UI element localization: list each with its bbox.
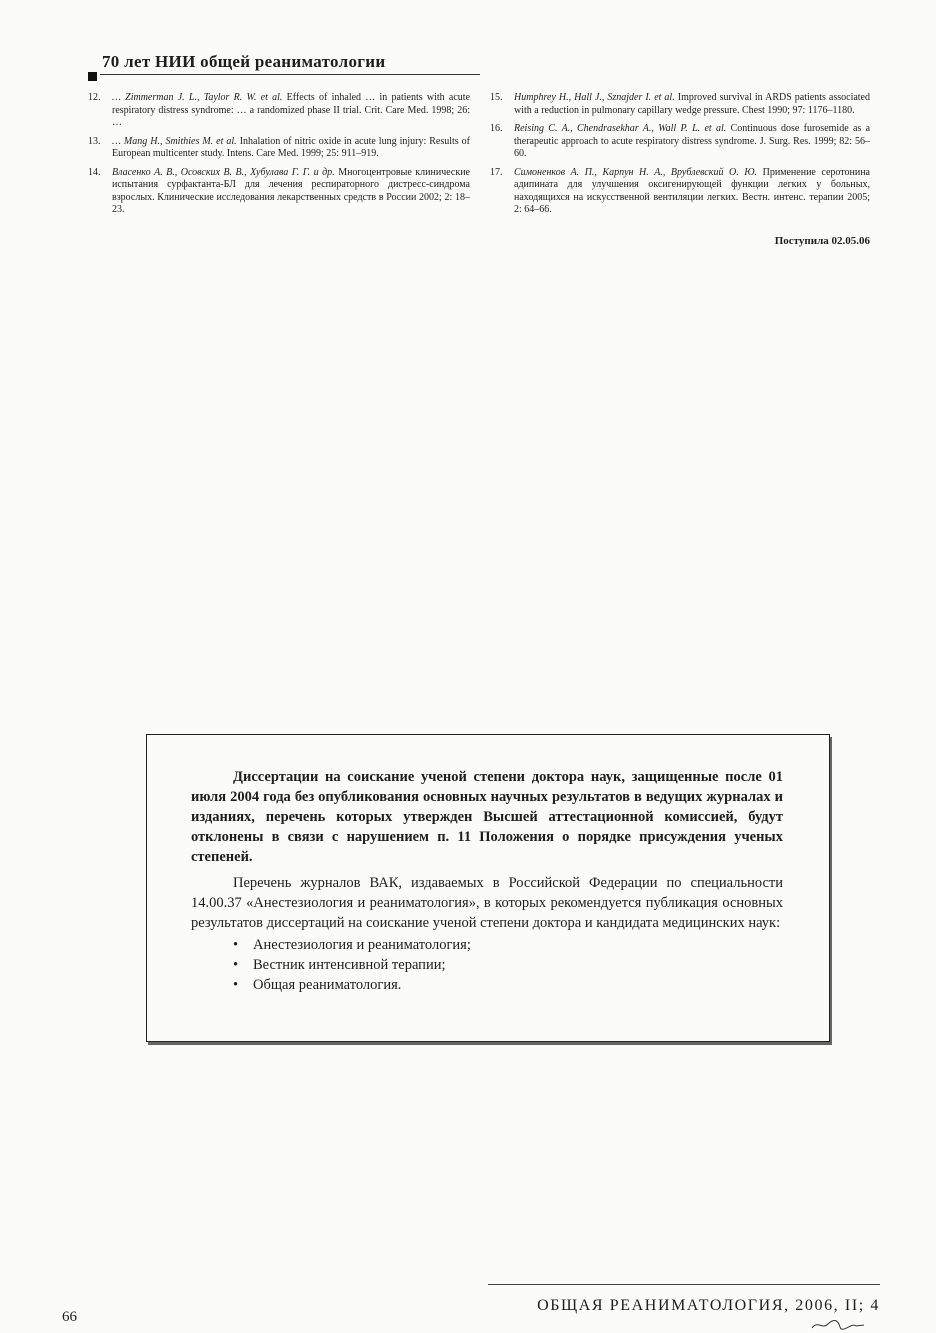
reference-number: 14.	[88, 166, 101, 178]
reference-authors: … Mang H., Smithies M. et al.	[112, 135, 237, 147]
reference-number: 13.	[88, 135, 101, 147]
reference-authors: Симоненков А. П., Карпун Н. А., Врублевский О. Ю.	[514, 166, 758, 178]
notice-paragraph: Перечень журналов ВАК, издаваемых в Российской Федерации по специальности 14.00.37 «Анестезиология и реаниматология», в которых рекомендуется публикация основных результатов диссертаций на соискание ученой степени доктора и кандидата медицинских наук:	[191, 875, 783, 931]
reference-number: 12.	[88, 92, 101, 103]
reference-number: 15.	[490, 92, 503, 103]
references-left-column	[88, 92, 470, 223]
journal-list-item: • Анестезиология и реаниматология;	[233, 935, 783, 955]
reference-item	[88, 136, 470, 161]
header-square-marker	[88, 72, 97, 81]
page-number: 66	[62, 1309, 77, 1325]
reference-item	[490, 123, 870, 161]
journal-footer-title: ОБЩАЯ РЕАНИМАТОЛОГИЯ, 2006, II; 4	[537, 1297, 880, 1314]
reference-item	[88, 167, 470, 217]
reference-text: Continuous dose furosemide as a therapeutic approach to acute respiratory distress syndrome. J. Surg. Res. 1999; 82: 56–60.	[514, 123, 871, 159]
notice-box	[146, 734, 830, 1042]
reference-item	[490, 167, 870, 217]
header-title: 70 лет НИИ общей реаниматологии	[102, 52, 386, 71]
reference-number: 16.	[490, 123, 503, 134]
reference-item	[88, 92, 470, 130]
handwritten-signature	[810, 1318, 866, 1332]
reference-text: Improved survival in ARDS patients associated with a reduction in pulmonary capillary wedge pressure. Chest 1990; 97: 1176–1180.	[514, 92, 870, 116]
reference-authors: … Zimmerman J. L., Taylor R. W. et al.	[112, 92, 283, 103]
reference-authors: Reising C. A., Chendrasekhar A., Wall P. L. et al.	[514, 123, 727, 134]
reference-text: Многоцентровые клинические испытания сурфактанта-БЛ для лечения респираторного дистресс-синдрома взрослых. Клинические исследования лекарственных средств в России 2002; 2: 18–23.	[112, 166, 470, 215]
notice-bold-paragraph: Диссертации на соискание ученой степени доктора наук, защищенные после 01 июля 2004 года без опубликования основных научных результатов в ведущих журналах и изданиях, перечень которых утвержден Высшей аттестационной комиссией, будут отклонены в связи с нарушением п. 11 Положения о порядке присуждения ученых степеней.	[191, 769, 783, 865]
footer-rule	[488, 1284, 880, 1285]
journal-list-item: • Общая реаниматология.	[233, 975, 783, 995]
header-rule	[100, 74, 480, 75]
running-header	[88, 52, 488, 82]
reference-text: Effects of inhaled … in patients with acute respiratory distress syndrome: … a randomized phase II trial. Crit. Care Med. 1998; 26: …	[112, 92, 471, 128]
journal-list	[191, 935, 783, 995]
references-right-column	[490, 92, 870, 223]
journal-list-item: • Вестник интенсивной терапии;	[233, 955, 783, 975]
reference-number: 17.	[490, 166, 503, 178]
reference-text: Применение серотонина адипината для улучшения оксигенирующей функции легких у больных, находящихся на искусственной вентиляции легких. Вестн. интенс. терапии 2005; 2: 64–66.	[514, 166, 870, 215]
reference-authors: Humphrey H., Hall J., Sznajder I. et al.	[514, 92, 675, 103]
received-date: Поступила 02.05.06	[774, 235, 870, 247]
reference-item	[490, 92, 870, 117]
reference-authors: Власенко А. В., Осовских В. В., Хубулава Г. Г. и др.	[112, 166, 335, 178]
reference-text: Inhalation of nitric oxide in acute lung injury: Results of European multicenter study. Intens. Care Med. 1999; 25: 911–919.	[112, 135, 471, 159]
